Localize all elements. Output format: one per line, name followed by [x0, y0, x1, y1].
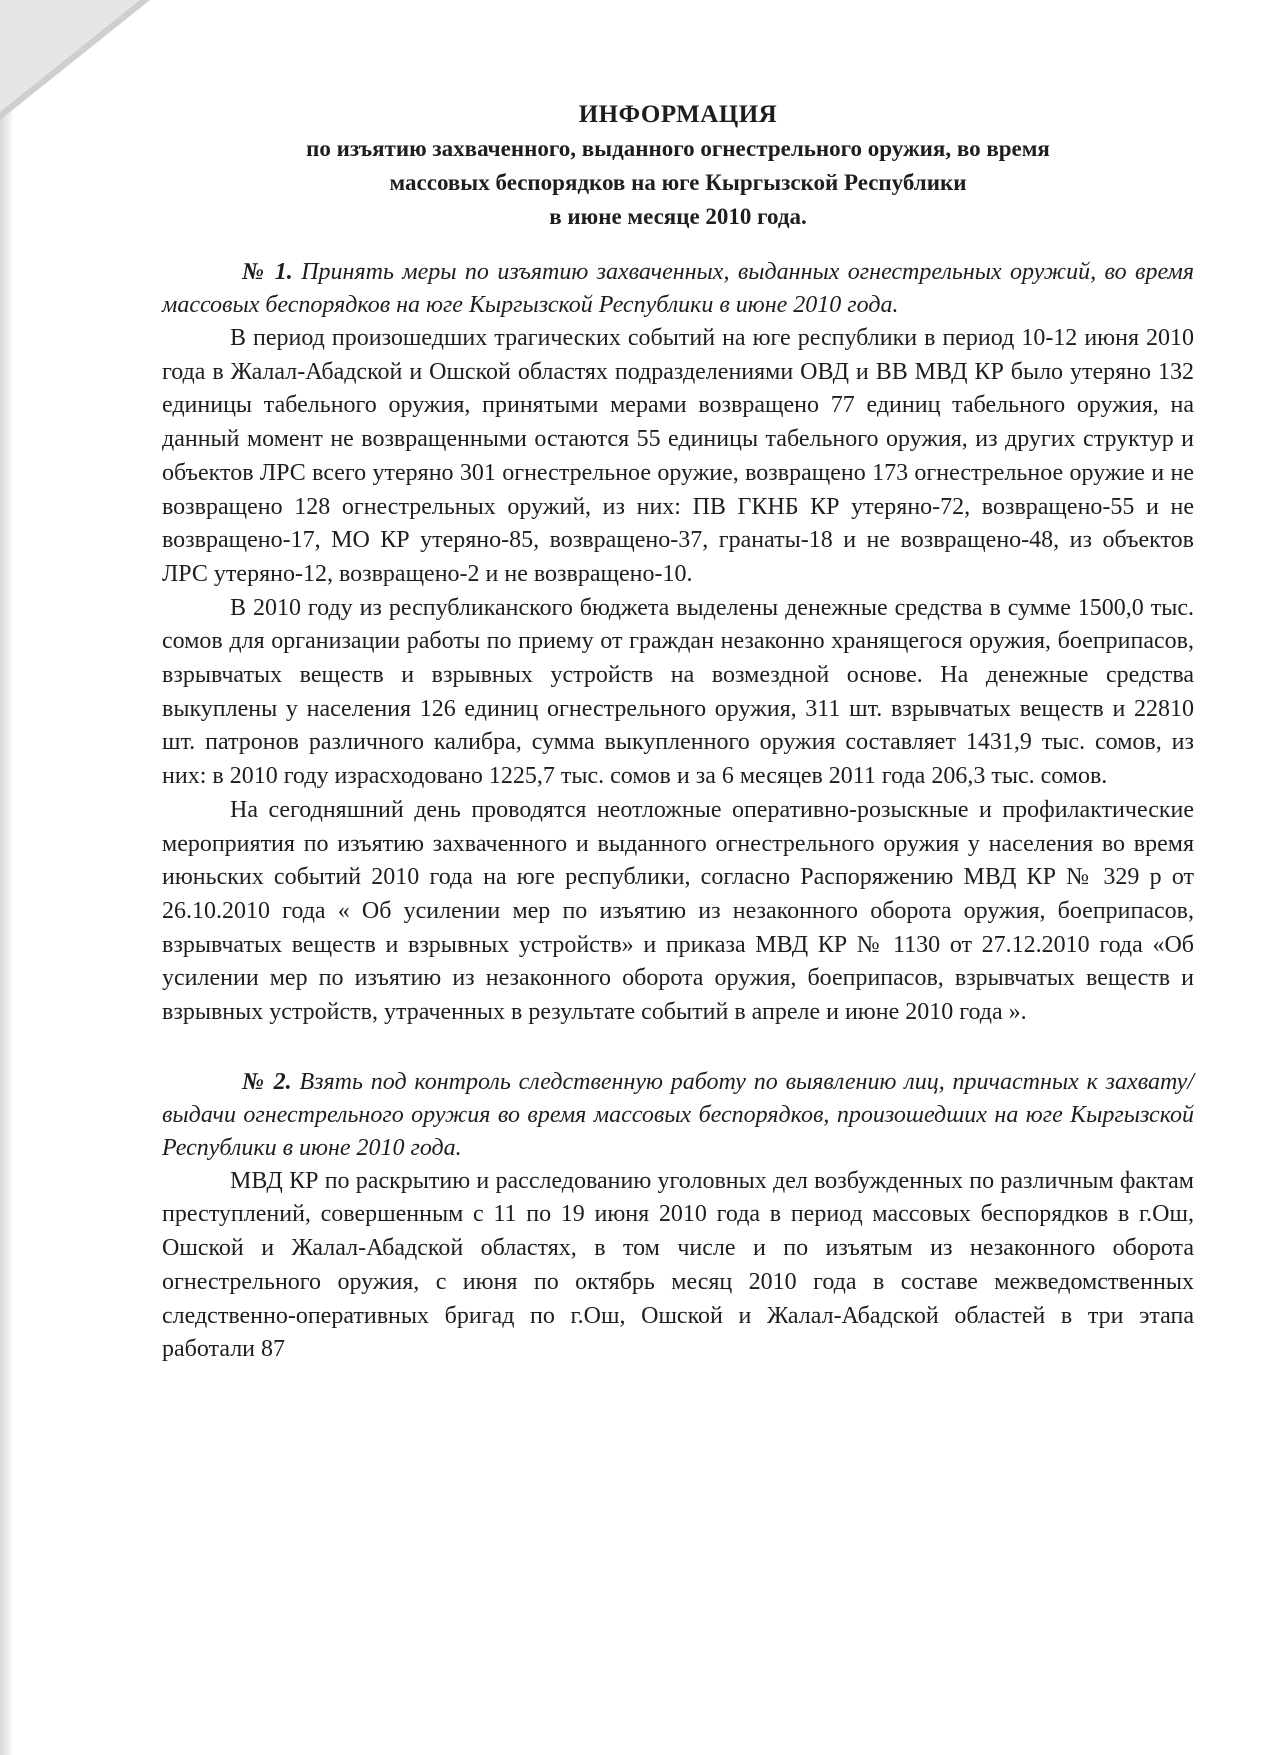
section-1-paragraph-2: В 2010 году из республиканского бюджета выделены денежные средства в сумме 1500,0 тыс. сомов для организации работы по приему от граждан незаконно хранящегося оружия, боеприпасов, взрывчатых веществ и взрывных устройств на возмездной основе. На денежные средства выкуплены у населения 126 единиц огнестрельного оружия, 311 шт. взрывчатых веществ и 22810 шт. патронов различного калибра, сумма выкупленного оружия составляет 1431,9 тыс. сомов, из них: в 2010 году израсходовано 1225,7 тыс. сомов и за 6 месяцев 2011 года 206,3 тыс. сомов. [162, 594, 1194, 790]
section-1-heading-text: Принять меры по изъятию захваченных, выданных огнестрельных оружий, во время массовых беспорядков на юге Кыргызской Республики в июне 2010 года. [162, 259, 1194, 318]
section-2-number: № 2. [242, 1068, 292, 1095]
document-title: ИНФОРМАЦИЯ [578, 101, 778, 128]
section-1-number: № 1. [242, 259, 293, 285]
section-1-paragraph-1: В период произошедших трагических событий на юге республики в период 10-12 июня 2010 года в Жалал-Абадской и Ошской областях подразделениями ОВД и ВВ МВД КР было утеряно 132 единицы табельного оружия, принятыми мерами возвращено 77 единиц табельного оружия, на данный момент не возвращенными остаются 55 единицы табельного оружия, из других структур и объектов ЛРС всего утеряно 301 огнестрельное оружие, возвращено 173 огнестрельное оружие и не возвращено 128 огнестрельных оружий, из них: ПВ ГКНБ КР утеряно-72, возвращено-55 и не возвращено-17, МО КР утеряно-85, возвращено-37, гранаты-18 и не возвращено-48, из объектов ЛРС утеряно-12, возвращено-2 и не возвращено-10. [162, 325, 1194, 587]
section-2-heading-text: Взять под контроль следственную работу по выявлению лиц, причастных к захвату/выдачи огнестрельного оружия во время массовых беспорядков, произошедших на юге Кыргызской Республики в июне 2010 года. [162, 1068, 1195, 1161]
document-page [162, 98, 1194, 1367]
document-subtitle-line-3: в июне месяце 2010 года. [549, 204, 807, 229]
scan-edge-shadow [0, 0, 14, 1755]
document-subtitle-line-1: по изъятию захваченного, выданного огнестрельного оружия, во время [306, 136, 1050, 161]
section-2-paragraph-1: МВД КР по раскрытию и расследованию уголовных дел возбужденных по различным фактам преступлений, совершенным с 11 по 19 июня 2010 года в период массовых беспорядков в г.Ош, Ошской и Жалал-Абадской областях, в том числе и по изъятым из незаконного оборота огнестрельного оружия, с июня по октябрь месяц 2010 года в составе межведомственных следственно-оперативных бригад по г.Ош, Ошской и Жалал-Абадской областей в три этапа работали 87 [162, 1167, 1194, 1363]
folded-corner-shade [0, 0, 140, 112]
document-header [162, 98, 1194, 234]
document-subtitle-line-2: массовых беспорядков на юге Кыргызской Республики [389, 170, 967, 195]
section-1-paragraph-3: На сегодняшний день проводятся неотложные оперативно-розыскные и профилактические мероприятия по изъятию захваченного и выданного огнестрельного оружия у населения во время июньских событий 2010 года на юге республики, согласно Распоряжению МВД КР № 329 р от 26.10.2010 года « Об усилении мер по изъятию из незаконного оборота оружия, боеприпасов, взрывчатых веществ и взрывных устройств» и приказа МВД КР № 1130 от 27.12.2010 года «Об усилении мер по изъятию из незаконного оборота оружия, боеприпасов, взрывчатых веществ и взрывных устройств, утраченных в результате событий в апреле и июне 2010 года ». [162, 796, 1194, 1026]
section-1-heading [162, 256, 1194, 322]
section-2-heading [162, 1066, 1194, 1165]
